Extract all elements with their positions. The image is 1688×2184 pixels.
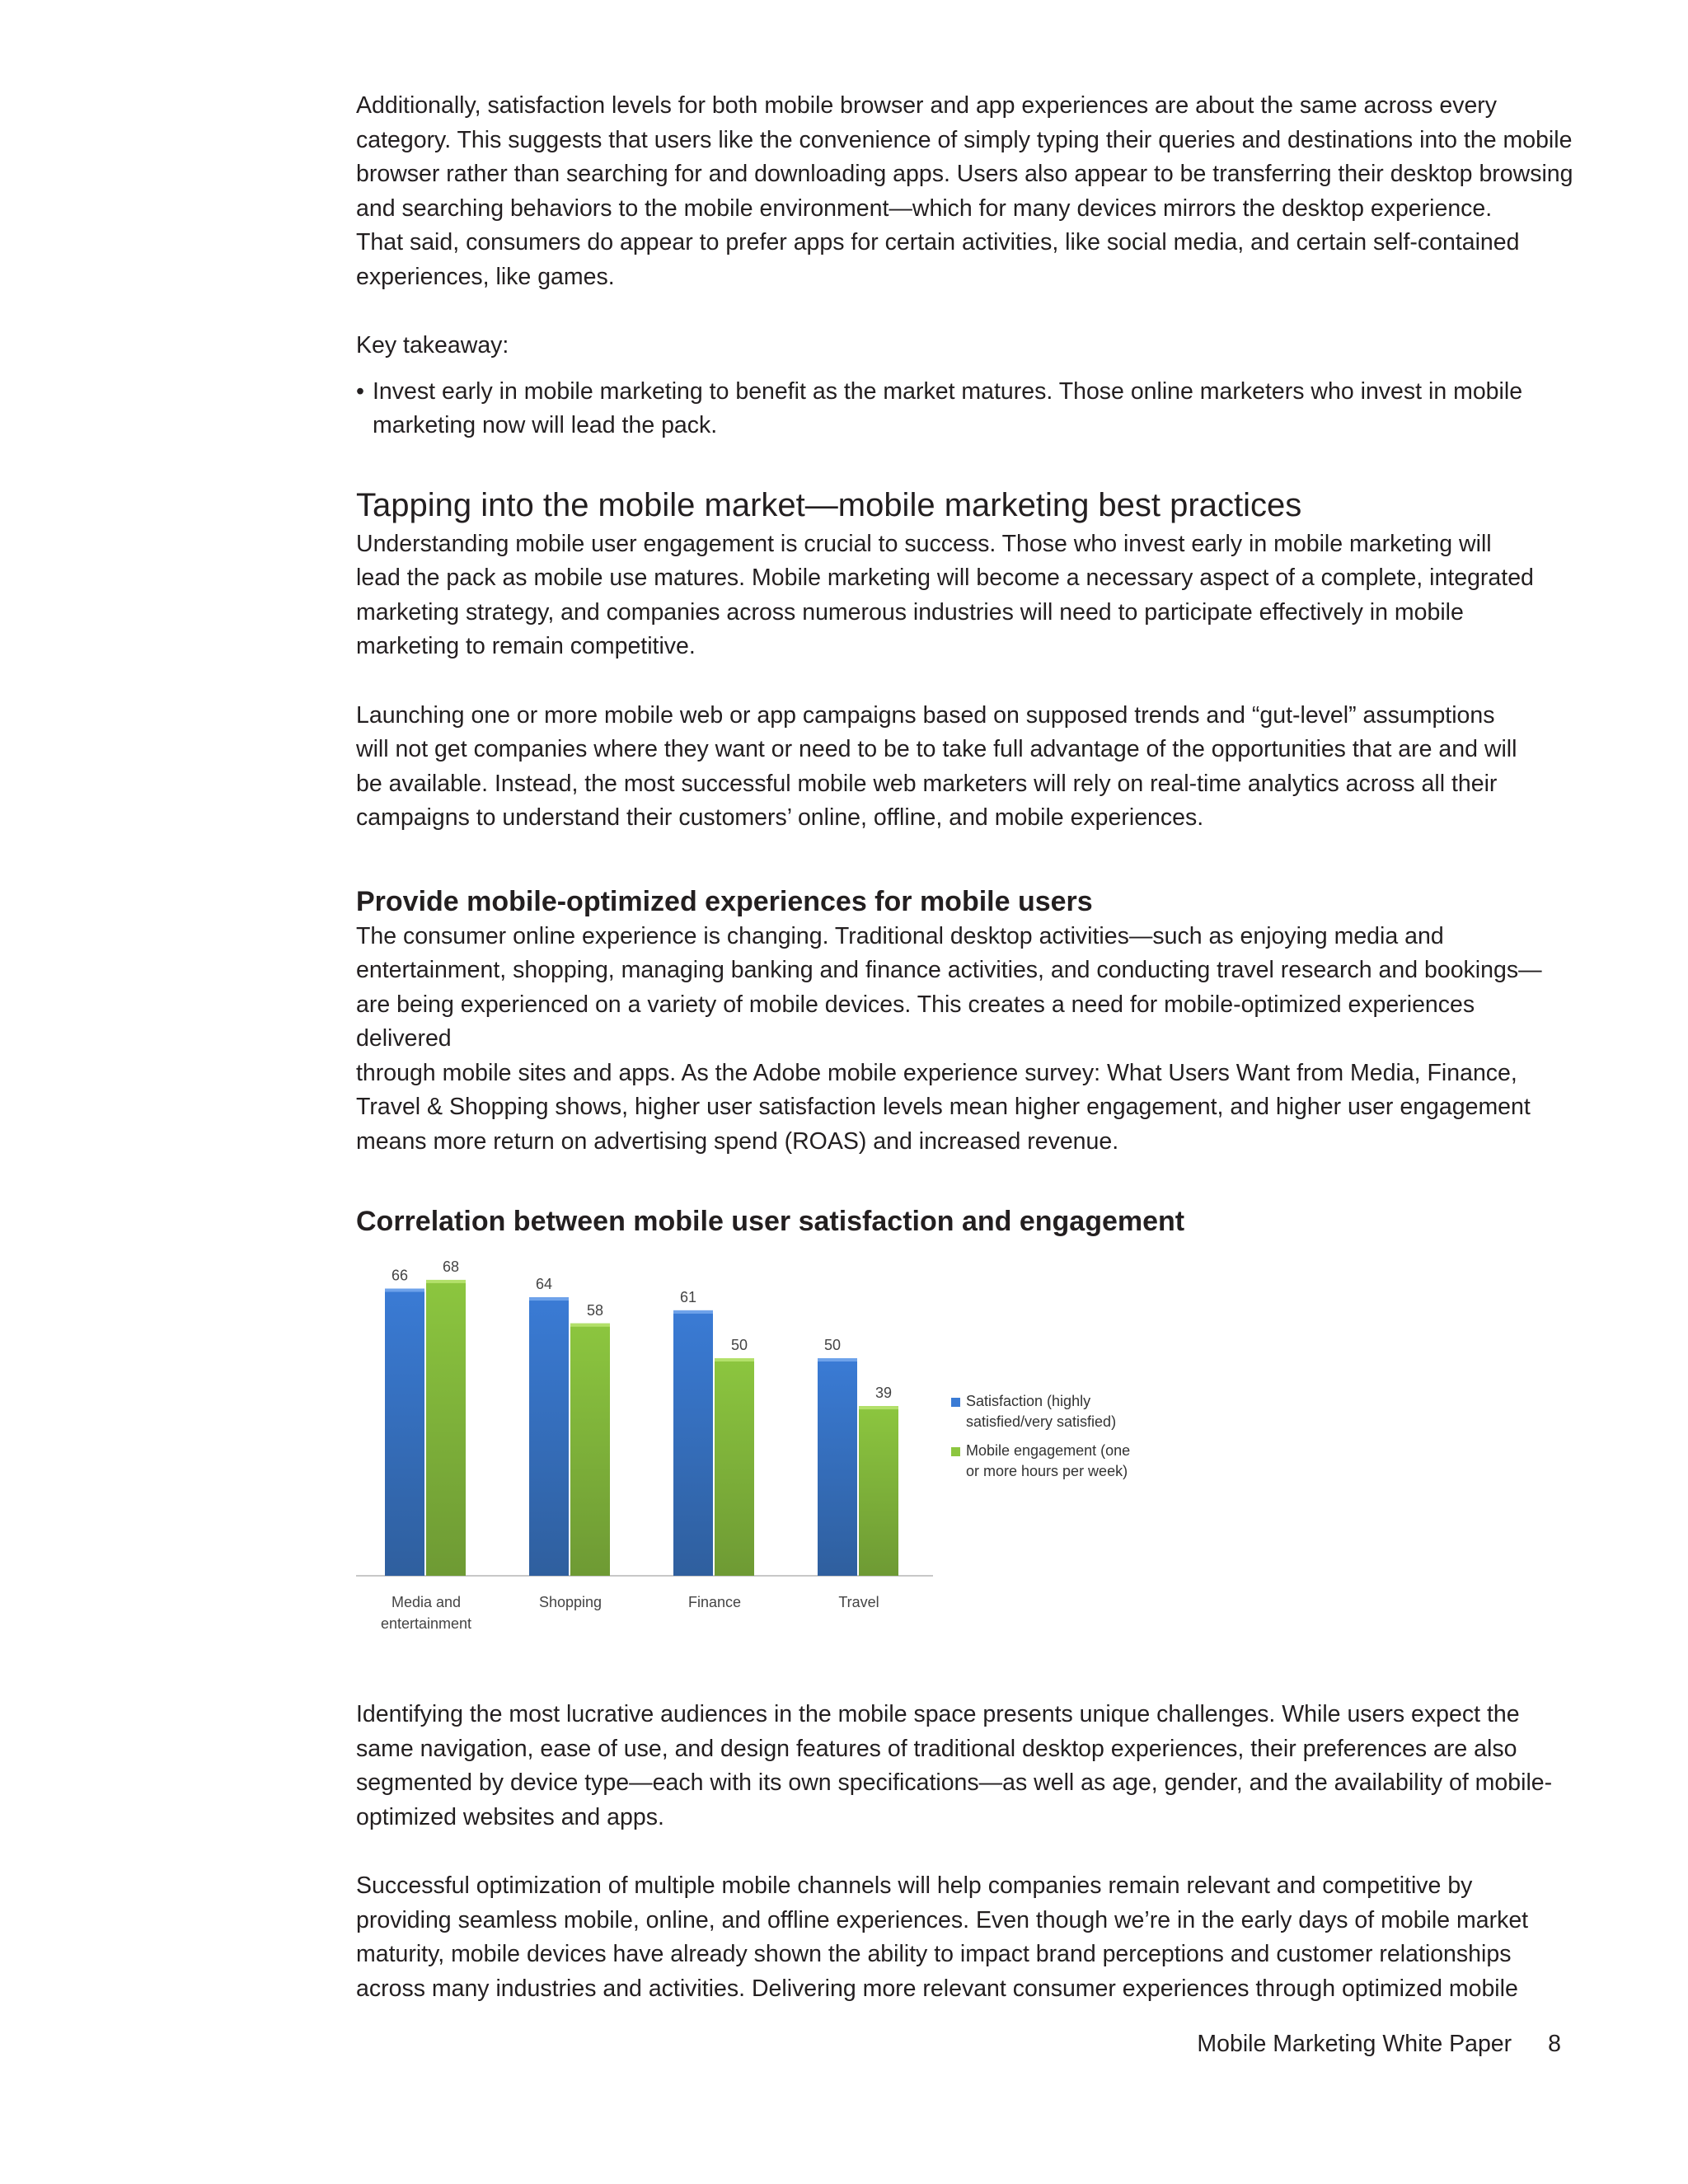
- after-chart-paragraph-1: Identifying the most lucrative audiences in the mobile space presents unique challenges. While users expect the same navigation, ease of use, and design features of traditional desktop experiences, their preferences are also segmented by device type—each with its own specifications—as well as age, gender, and the availability of mobile- optimized websites and apps.: [356, 1701, 1553, 1830]
- data-label-satisfaction-0: 66: [391, 1267, 409, 1284]
- data-label-engagement-3: 39: [874, 1385, 893, 1402]
- bar-engagement-3: [859, 1406, 898, 1576]
- bar-top-satisfaction-2: [673, 1310, 713, 1314]
- bullet-icon: •: [356, 377, 364, 405]
- takeaway-text: Invest early in mobile marketing to benefit as the market matures. Those online marketers who invest in mobile marketing now will lead the pack.: [373, 377, 1523, 438]
- data-label-satisfaction-3: 50: [823, 1337, 842, 1353]
- data-label-engagement-1: 58: [586, 1301, 604, 1319]
- legend-item-engagement: [951, 1441, 1165, 1482]
- category-label-1-line-0: Shopping: [538, 1594, 603, 1610]
- section-heading-mobile-market: Tapping into the mobile market—mobile marketing best practices: [356, 486, 1302, 523]
- bar-satisfaction-3: [818, 1358, 857, 1576]
- section-2-paragraph-1: The consumer online experience is changing. Traditional desktop activities—such as enjoying media and entertainment, shopping, managing banking and finance activities, and conducting travel research and bookings— are being experienced on a variety of mobile devices. This creates a need for mobile-optimized experiences delivered through mobile sites and apps. As the Adobe mobile experience survey: What Users Want from Media, Finance, Travel & Shopping shows, higher user satisfaction levels mean higher engagement, and higher user engagement means more return on advertising spend (ROAS) and increased revenue.: [356, 922, 1542, 1155]
- section-1-paragraph-1: Understanding mobile user engagement is crucial to success. Those who invest early in mobile marketing will lead the pack as mobile use matures. Mobile marketing will become a necessary aspect of a complete, integrated marketing strategy, and companies across numerous industries will need to participate effectively in mobile marketing to remain competitive.: [356, 530, 1534, 659]
- legend-label-satisfaction-line-2: satisfied/very satisfied): [966, 1413, 1117, 1430]
- bar-engagement-2: [715, 1358, 754, 1576]
- bar-chart-svg: [356, 1244, 950, 1673]
- page-content: [356, 89, 1576, 2006]
- subheading-mobile-optimized: Provide mobile-optimized experiences for mobile users: [356, 885, 1093, 917]
- legend-label-engagement-line-2: or more hours per week): [966, 1463, 1128, 1479]
- bar-satisfaction-2: [673, 1310, 713, 1576]
- page-footer: [1197, 2027, 1561, 2060]
- bar-satisfaction-0: [385, 1289, 424, 1576]
- legend-item-satisfaction: [951, 1391, 1165, 1432]
- takeaway-list: [356, 375, 1576, 443]
- after-chart-paragraph-2: Successful optimization of multiple mobile channels will help companies remain relevant and competitive by providing seamless mobile, online, and offline experiences. Even though we’re in the early days of mobile market maturity, mobile devices have already shown the ability to impact brand perceptions and customer relationships across many industries and activities. Delivering more relevant consumer experiences through optimized mobile: [356, 1872, 1529, 2002]
- category-label-0-line-0: Media and: [391, 1594, 462, 1610]
- category-label-0-line-1: entertainment: [380, 1615, 472, 1632]
- bar-top-satisfaction-1: [529, 1297, 569, 1301]
- data-label-engagement-2: 50: [730, 1337, 748, 1353]
- category-label-2-line-0: Finance: [687, 1594, 742, 1610]
- page-number: 8: [1548, 2031, 1561, 2057]
- takeaway-item: [356, 375, 1576, 443]
- legend-swatch-engagement: [951, 1447, 960, 1456]
- chart-title: Correlation between mobile user satisfaction and engagement: [356, 1206, 1185, 1237]
- legend-swatch-satisfaction: [951, 1398, 960, 1407]
- key-takeaway-label: Key takeaway:: [356, 332, 509, 359]
- bar-top-engagement-2: [715, 1358, 754, 1361]
- bar-top-engagement-1: [570, 1324, 610, 1327]
- section-1-paragraph-2: Launching one or more mobile web or app campaigns based on supposed trends and “gut-level” assumptions will not get companies where they want or need to be to take full advantage of the opportunities that are and will be available. Instead, the most successful mobile web marketers will rely on real-time analytics across all their campaigns to understand their customers’ online, offline, and mobile experiences.: [356, 701, 1517, 831]
- bar-top-engagement-0: [426, 1280, 466, 1283]
- legend-label-engagement-line-1: Mobile engagement (one: [966, 1442, 1131, 1459]
- bar-engagement-1: [570, 1324, 610, 1576]
- category-label-3-line-0: Travel: [838, 1594, 879, 1610]
- bar-satisfaction-1: [529, 1297, 569, 1576]
- bar-top-engagement-3: [859, 1406, 898, 1409]
- intro-paragraph: Additionally, satisfaction levels for both mobile browser and app experiences are about the same across every category. This suggests that users like the convenience of simply typing their queries and destinations into the mobile browser rather than searching for and downloading apps. Users also appear to be transferring their desktop browsing and searching behaviors to the mobile environment—which for many devices mirrors the desktop experience. That said, consumers do appear to prefer apps for certain activities, like social media, and certain self-contained experiences, like games.: [356, 92, 1573, 290]
- legend-label-satisfaction-line-1: Satisfaction (highly: [966, 1393, 1091, 1409]
- bar-top-satisfaction-3: [818, 1358, 857, 1361]
- bar-chart: [356, 1244, 1180, 1673]
- bar-top-satisfaction-0: [385, 1289, 424, 1292]
- bar-engagement-0: [426, 1280, 466, 1576]
- data-label-engagement-0: 68: [442, 1258, 460, 1275]
- chart-legend: [951, 1391, 1165, 1490]
- footer-title: Mobile Marketing White Paper: [1197, 2031, 1512, 2057]
- data-label-satisfaction-1: 64: [535, 1276, 553, 1293]
- data-label-satisfaction-2: 61: [679, 1288, 697, 1305]
